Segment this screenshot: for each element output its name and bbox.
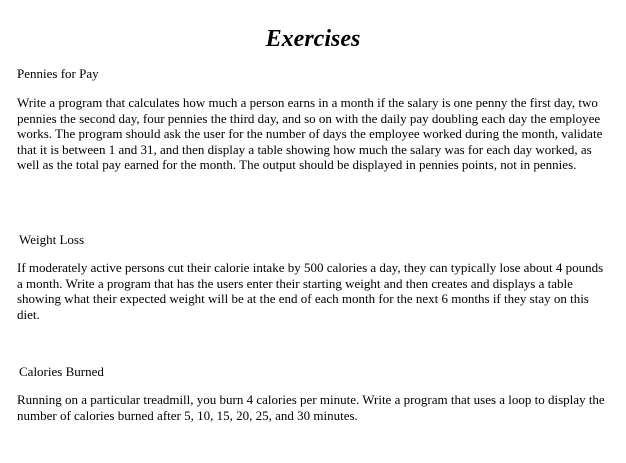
exercise-heading-pennies-for-pay: Pennies for Pay (17, 66, 99, 81)
exercise-heading-calories-burned: Calories Burned (19, 364, 104, 379)
exercise-body-calories-burned: Running on a particular treadmill, you burn 4 calories per minute. Write a program that uses a loop to display the number of calories burned after 5, 10, 15, 20, 25, and 30 minutes. (17, 392, 605, 423)
exercise-body-pennies-for-pay: Write a program that calculates how much a person earns in a month if the salary is one penny the first day, two pennies the second day, four pennies the third day, and so on with the daily pay doubling each day the employee works. The program should ask the user for the number of days the employee worked during the month, validate that it is between 1 and 31, and then display a table showing how much the salary was for each day worked, as well as the total pay earned for the month. The output should be displayed in pennies points, not in pennies. (17, 95, 603, 173)
page-title: Exercises (265, 26, 361, 52)
exercise-heading-weight-loss: Weight Loss (19, 232, 85, 247)
exercise-body-weight-loss: If moderately active persons cut their calorie intake by 500 calories a day, they can typically lose about 4 pounds a month. Write a program that has the users enter their starting weight and then creates and displays a table showing what their expected weight will be at the end of each month for the next 6 months if they stay on this diet. (17, 260, 604, 322)
